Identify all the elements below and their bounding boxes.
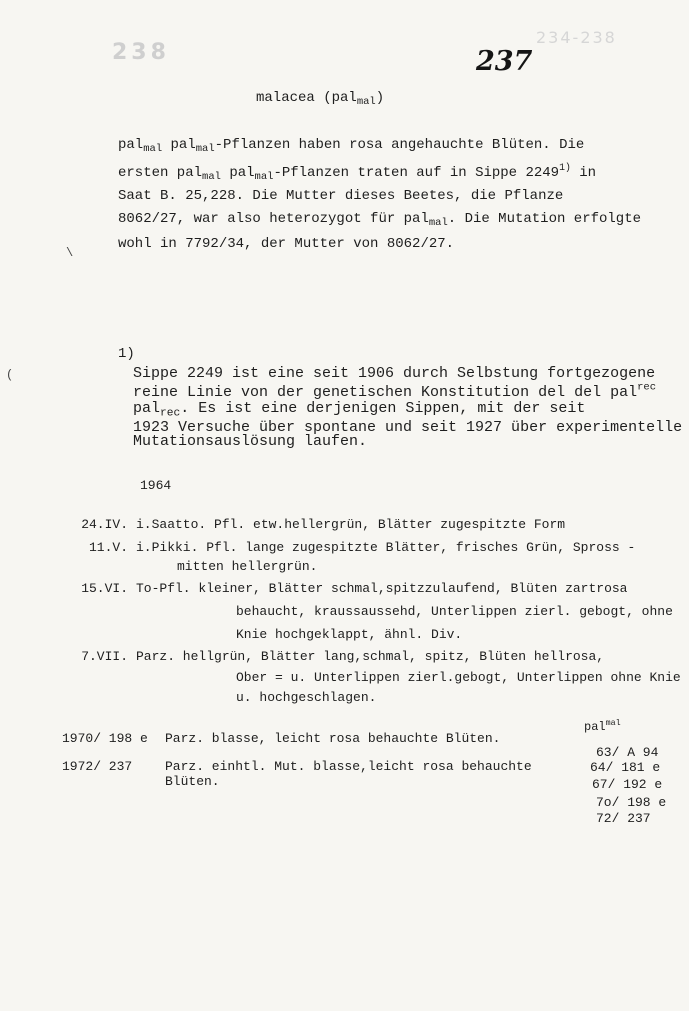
entry-date: 7.VII. xyxy=(81,649,128,664)
record-id: 1972/ 237 xyxy=(62,759,133,774)
footnote-line-4: 1923 Versuche über spontane und seit 1927 über experimentelle xyxy=(133,419,683,436)
page-number: 237 xyxy=(476,46,533,77)
pedigree-item: 67/ 192 e xyxy=(592,777,663,792)
intro-line-5: wohl in 7792/34, der Mutter von 8062/27. xyxy=(118,236,455,252)
ghost-page-number: 238 xyxy=(112,40,170,65)
record-line: Parz. einhtl. Mut. blasse,leicht rosa behauchte xyxy=(165,759,532,774)
entry-line: Ober = u. Unterlippen zierl.gebogt, Unterlippen ohne Knie xyxy=(236,670,681,685)
footnote-line-1: Sippe 2249 ist eine seit 1906 durch Selbstung fortgezogene xyxy=(133,365,656,382)
page-title: malacea (pal$_{mal}$) xyxy=(256,90,385,109)
pedigree-item: 63/ A 94 xyxy=(596,745,659,760)
pedigree-item: 72/ 237 xyxy=(596,811,651,826)
pedigree-header: pal$^{mal}$ xyxy=(584,717,621,734)
pedigree-item: 64/ 181 e xyxy=(590,760,661,775)
intro-line-4: 8062/27, war also heterozygot für pal$_{mal}$. Die Mutation erfolgte xyxy=(118,211,641,230)
year-heading: 1964 xyxy=(140,478,172,493)
record-line: Parz. blasse, leicht rosa behauchte Blüten. xyxy=(165,731,501,746)
entry-date: 15.VI. xyxy=(81,581,128,596)
pedigree-item: 7o/ 198 e xyxy=(596,795,667,810)
footnote-marker: 1) xyxy=(118,346,135,362)
margin-mark: \ xyxy=(66,246,74,260)
intro-line-2: ersten pal$_{mal}$ pal$_{mal}$-Pflanzen traten auf in Sippe 2249$^{1)}$ in xyxy=(118,162,597,184)
intro-line-3: Saat B. 25,228. Die Mutter dieses Beetes, die Pflanze xyxy=(118,188,564,204)
entry-line: Knie hochgeklappt, ähnl. Div. xyxy=(236,627,463,642)
record-id: 1970/ 198 e xyxy=(62,731,148,746)
footnote-line-2: reine Linie von der genetischen Konstitution del del pal$^{rec}$ xyxy=(133,381,656,401)
entry-date: 11.V. xyxy=(88,540,128,555)
intro-line-1: pal$_{mal}$ pal$_{mal}$-Pflanzen haben rosa angehauchte Blüten. Die xyxy=(118,137,585,156)
entry-line: u. hochgeschlagen. xyxy=(236,690,377,705)
record-line: Blüten. xyxy=(165,774,220,789)
entry-date: 24.IV. xyxy=(81,517,128,532)
entry-line: i.Pikki. Pfl. lange zugespitzte Blätter, frisches Grün, Spross - xyxy=(136,540,636,555)
entry-line: behaucht, kraussaussehd, Unterlippen zierl. gebogt, ohne xyxy=(236,604,673,619)
margin-mark: ( xyxy=(6,368,14,382)
entry-line: i.Saatto. Pfl. etw.hellergrün, Blätter zugespitzte Form xyxy=(136,517,566,532)
entry-line: mitten hellergrün. xyxy=(177,559,318,574)
entry-line: Parz. hellgrün, Blätter lang,schmal, spitz, Blüten hellrosa, xyxy=(136,649,605,664)
footnote-line-5: Mutationsauslösung laufen. xyxy=(133,433,368,450)
ghost-page-range: 234-238 xyxy=(536,28,617,47)
entry-line: To-Pfl. kleiner, Blätter schmal,spitzzulaufend, Blüten zartrosa xyxy=(136,581,628,596)
footnote-line-3: pal$_{rec}$. Es ist eine derjenigen Sippen, mit der seit xyxy=(133,400,586,420)
